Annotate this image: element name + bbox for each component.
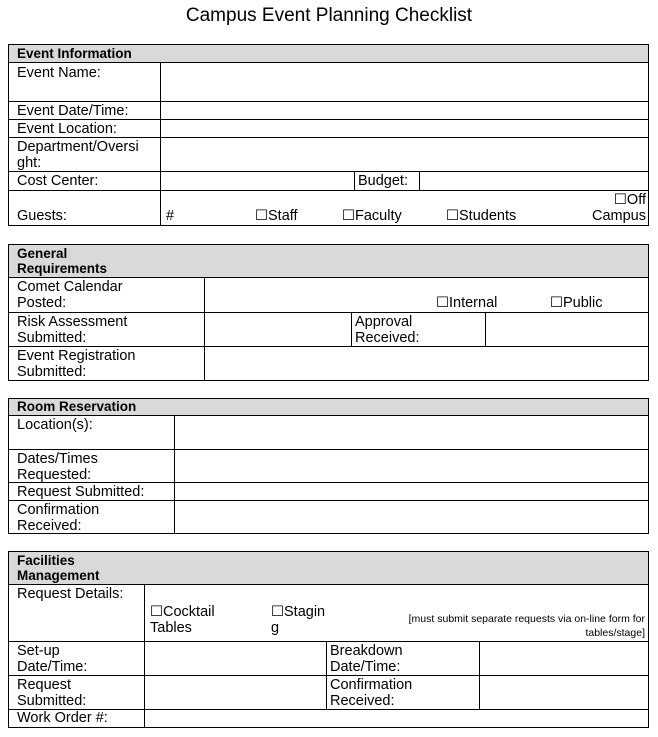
facilities-confirmation-label: Confirmation Received: <box>330 677 413 709</box>
cost-center-label: Cost Center: <box>17 173 99 189</box>
facilities-request-row <box>9 676 648 710</box>
facilities-management-header: Facilities Management <box>9 552 648 585</box>
budget-field[interactable] <box>420 172 648 190</box>
setup-datetime-field[interactable] <box>145 642 326 675</box>
guests-label: Guests: <box>17 208 67 224</box>
work-order-label: Work Order #: <box>17 710 108 726</box>
confirmation-received-row <box>9 501 648 533</box>
locations-label: Location(s): <box>17 417 93 433</box>
department-field[interactable] <box>161 138 648 171</box>
work-order-field[interactable] <box>145 710 648 728</box>
confirmation-received-label: Confirmation Received: <box>17 502 100 534</box>
locations-row <box>9 416 648 450</box>
dates-requested-field[interactable] <box>175 450 648 482</box>
request-details-label: Request Details: <box>17 586 124 602</box>
request-submitted-label: Request Submitted: <box>17 484 145 500</box>
public-checkbox[interactable]: ☐Public <box>550 295 603 311</box>
budget-label: Budget: <box>358 173 408 189</box>
staff-checkbox[interactable]: ☐Staff <box>255 208 298 224</box>
event-name-label: Event Name: <box>17 65 101 81</box>
setup-breakdown-row <box>9 642 648 676</box>
dates-requested-row <box>9 450 648 483</box>
facilities-confirmation-field[interactable] <box>480 676 648 709</box>
event-datetime-field[interactable] <box>161 102 648 119</box>
risk-assessment-label: Risk Assessment Submitted: <box>17 314 128 346</box>
event-datetime-label: Event Date/Time: <box>17 103 129 119</box>
cost-center-field[interactable] <box>161 172 354 190</box>
internal-checkbox[interactable]: ☐Internal <box>436 295 498 311</box>
department-row <box>9 138 648 172</box>
cocktail-tables-checkbox[interactable]: ☐Cocktail Tables <box>150 604 215 636</box>
event-information-header: Event Information <box>9 45 648 63</box>
comet-calendar-row <box>9 278 648 313</box>
risk-assessment-field[interactable] <box>205 313 351 346</box>
event-registration-row <box>9 347 648 380</box>
risk-assessment-row <box>9 313 648 347</box>
faculty-checkbox[interactable]: ☐Faculty <box>342 208 402 224</box>
staging-checkbox[interactable]: ☐Stagin g <box>271 604 326 636</box>
room-reservation-section <box>8 398 649 534</box>
request-submitted-field[interactable] <box>175 483 648 500</box>
room-reservation-header: Room Reservation <box>9 399 648 416</box>
approval-received-label: Approval Received: <box>355 314 420 346</box>
event-registration-label: Event Registration Submitted: <box>17 348 136 380</box>
event-name-field[interactable] <box>161 63 648 101</box>
event-datetime-row <box>9 102 648 120</box>
event-location-row <box>9 120 648 138</box>
work-order-row <box>9 710 648 728</box>
comet-calendar-label: Comet Calendar Posted: <box>17 279 123 311</box>
request-submitted-row <box>9 483 648 501</box>
guests-row <box>9 191 648 225</box>
confirmation-received-field[interactable] <box>175 501 648 533</box>
event-name-row <box>9 63 648 102</box>
general-requirements-header: General Requirements <box>9 245 648 278</box>
facilities-request-submitted-field[interactable] <box>145 676 326 709</box>
facilities-management-section <box>8 551 649 728</box>
setup-datetime-label: Set-up Date/Time: <box>17 643 88 675</box>
request-details-row <box>9 585 648 642</box>
approval-received-field[interactable] <box>486 313 648 346</box>
event-location-label: Event Location: <box>17 121 117 137</box>
event-information-section <box>8 44 649 226</box>
students-checkbox[interactable]: ☐Students <box>446 208 517 224</box>
breakdown-datetime-label: Breakdown Date/Time: <box>330 643 403 675</box>
general-requirements-section <box>8 244 649 381</box>
breakdown-datetime-field[interactable] <box>480 642 648 675</box>
dates-requested-label: Dates/Times Requested: <box>17 451 98 483</box>
facilities-request-submitted-label: Request Submitted: <box>17 677 87 709</box>
event-location-field[interactable] <box>161 120 648 137</box>
department-label: Department/Oversi ght: <box>17 139 139 171</box>
separate-request-note: [must submit separate requests via on-line form for tables/stage] <box>408 613 645 639</box>
guest-count-hash: # <box>166 208 175 224</box>
event-registration-field[interactable] <box>205 347 648 380</box>
locations-field[interactable] <box>175 416 648 449</box>
cost-center-row <box>9 172 648 191</box>
page-title: Campus Event Planning Checklist <box>185 5 473 26</box>
off-campus-checkbox[interactable]: ☐Off Campus <box>592 192 646 224</box>
